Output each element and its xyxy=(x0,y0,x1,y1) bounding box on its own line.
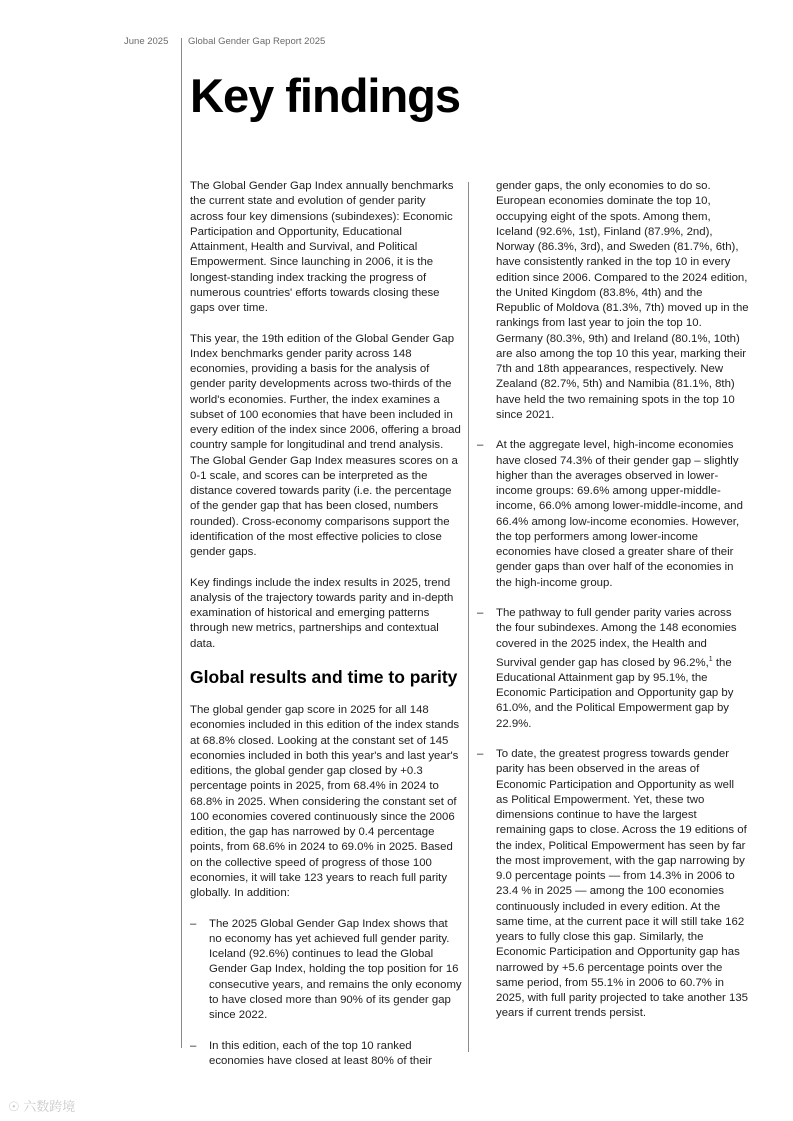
bullet-dash: – xyxy=(190,1039,197,1052)
bullet-item xyxy=(477,606,749,732)
left-vertical-rule xyxy=(181,38,182,1048)
bullet-text: In this edition, each of the top 10 ranked economies have closed at least 80% of their xyxy=(209,1039,432,1067)
bullet-text-part: the Educational Attainment gap by 95.1%, the Economic Participation and Opportunity gap by 61.0%, and the Political Empowerment gap by 22.9%. xyxy=(496,656,734,730)
watermark-icon: ☉ xyxy=(8,1099,20,1114)
header-date: June 2025 xyxy=(124,36,169,47)
bullet-continuation xyxy=(477,179,749,423)
intro-paragraph-1: The Global Gender Gap Index annually benchmarks the current state and evolution of gender parity across four key dimensions (subindexes): Economic Participation and Opportunity, Educational Attainment, Health and Survival, and Political Empowerment. Since launching in 2006, it is the longest-standing index tracking the progress of numerous countries' efforts towards closing these gaps over time. xyxy=(190,180,454,314)
section-heading: Global results and time to parity xyxy=(190,667,458,687)
left-column xyxy=(190,179,462,1084)
watermark-logo xyxy=(8,1096,75,1115)
right-column xyxy=(477,179,749,1037)
bullet-item xyxy=(477,438,749,591)
bullet-text-part: The pathway to full gender parity varies across the four subindexes. Among the 148 economies covered in the 2025 index, the Health and Survival gender gap has closed by 96.2%, xyxy=(496,607,737,669)
bullet-item xyxy=(477,747,749,1022)
bullet-text: gender gaps, the only economies to do so. European economies dominate the top 10, occupying eight of the spots. Among them, Iceland (92.6%, 1st), Finland (87.9%, 2nd), Norway (86.3%, 3rd), and Sweden (81.7%, 6th), have consistently ranked in the top 10 in every edition since 2006. Compared to the 2024 edition, the United Kingdom (83.8%, 4th) and the Republic of Moldova (81.3%, 7th) moved up in the rankings from last year to join the top 10. Germany (80.3%, 9th) and Ireland (80.1%, 10th) are also among the top 10 this year, marking their 7th and 18th appearances, respectively. New Zealand (82.7%, 5th) and Namibia (81.1%, 8th) have held the two remaining spots in the top 10 since 2021. xyxy=(496,180,749,421)
running-header xyxy=(124,36,325,47)
bullet-text: At the aggregate level, high-income economies have closed 74.3% of their gender gap – slightly higher than the averages observed in lower-income groups: 69.6% among upper-middle-income, 66.0% among lower-middle-income, and 66.4% among low-income economies. However, the top performers among lower-income economies have closed a greater share of their gender gaps than over half of the economies in the high-income group. xyxy=(496,439,743,589)
bullet-item xyxy=(190,917,462,1024)
intro-paragraph-2: This year, the 19th edition of the Global Gender Gap Index benchmarks gender parity across 148 economies, providing a basis for the analysis of gender parity developments across two-thirds of the world's economies. Further, the index examines a subset of 100 economies that have been included in every edition of the index since 2006, offering a broad country sample for longitudinal and trend analysis. The Global Gender Gap Index measures scores on a 0-1 scale, and scores can be interpreted as the distance covered towards parity (i.e. the percentage of the gender gap that has been closed, numbers rounded). Cross-economy comparisons support the identification of the most effective policies to close gender gaps. xyxy=(190,332,461,558)
column-divider-rule xyxy=(468,182,469,1052)
bullet-text: The 2025 Global Gender Gap Index shows that no economy has yet achieved full gender parity. Iceland (92.6%) continues to lead the Global Gender Gap Index, holding the top position for 16 consecutive years, and remains the only economy to have closed more than 90% of its gender gap since 2022. xyxy=(209,917,462,1021)
footnote-marker[interactable]: 1 xyxy=(708,655,713,663)
bullet-item xyxy=(190,1039,462,1070)
bullet-dash: – xyxy=(190,917,197,930)
bullet-text: To date, the greatest progress towards gender parity has been observed in the areas of Economic Participation and Opportunity as well as Political Empowerment. Yet, these two dimensions continue to have the largest remaining gaps to close. Across the 19 editions of the index, Political Empowerment has seen by far the most improvement, with the gap narrowing by 9.0 percentage points — from 14.3% in 2006 to 23.4 % in 2025 — among the 100 economies continuously included in every edition. At the same time, at the current pace it will still take 162 years to fully close this gap. Similarly, the Economic Participation and Opportunity gap has narrowed by +5.6 percentage points over the same period, from 55.1% in 2006 to 60.7% in 2025, with full parity projected to take another 135 years if current trends persist. xyxy=(496,748,749,1020)
bullet-dash: – xyxy=(477,439,484,452)
results-paragraph: The global gender gap score in 2025 for all 148 economies included in this edition of the index stands at 68.8% closed. Looking at the constant set of 145 economies included in both this year's and last year's editions, the global gender gap closed by +0.3 percentage points in 2025, from 68.4% in 2024 to 68.8% in 2025. When considering the constant set of 100 economies covered continuously since the 2006 edition, the gap has narrowed by 0.4 percentage points, from 68.6% in 2024 to 69.0% in 2025. Based on the collective speed of progress of those 100 economies, it will take 123 years to reach full parity globally. In addition: xyxy=(190,704,460,899)
page-title: Key findings xyxy=(190,69,461,122)
watermark-text: 六数跨境 xyxy=(23,1099,76,1114)
bullet-dash: – xyxy=(477,607,484,619)
bullet-dash: – xyxy=(477,748,484,761)
header-report-title: Global Gender Gap Report 2025 xyxy=(188,36,326,47)
intro-paragraph-3: Key findings include the index results in 2025, trend analysis of the trajectory towards parity and in-depth examination of historical and emerging patterns through new metrics, partnerships and contextual data. xyxy=(190,576,454,650)
